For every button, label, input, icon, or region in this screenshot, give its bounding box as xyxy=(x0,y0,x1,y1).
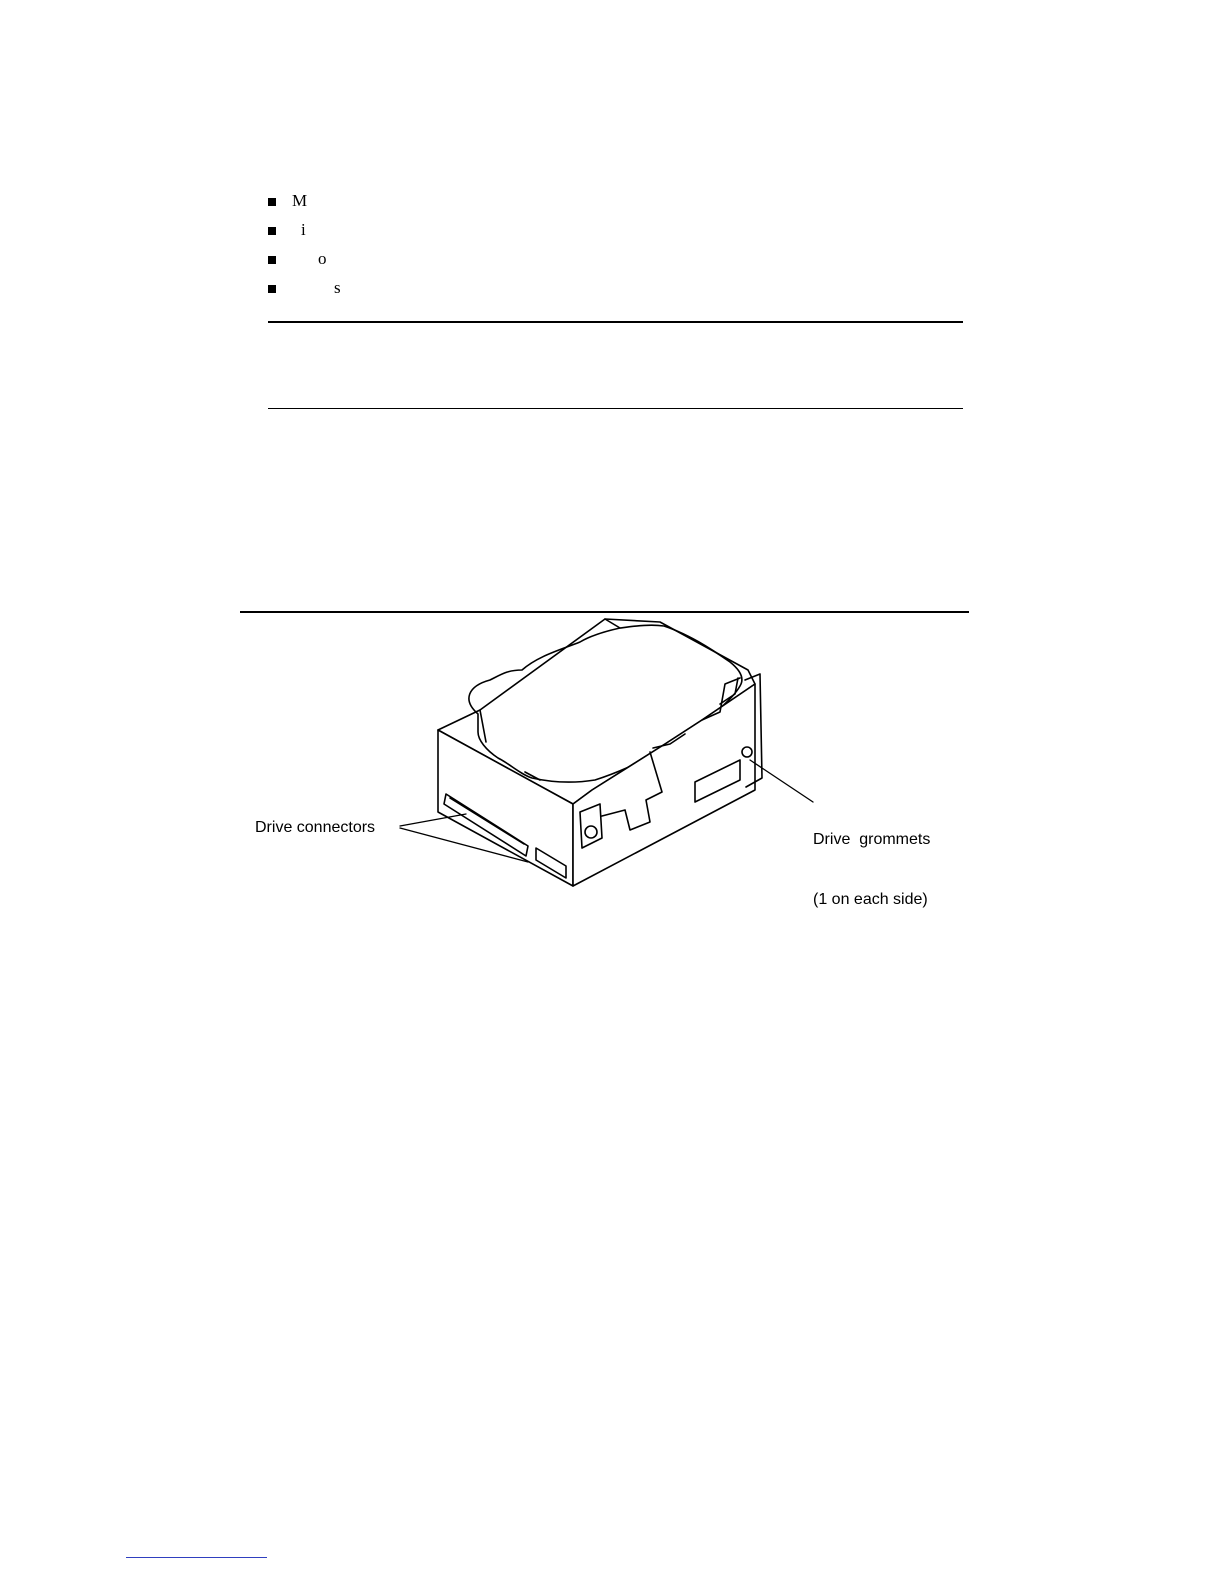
list-item-text: s xyxy=(334,278,341,297)
square-bullet-icon xyxy=(268,198,276,206)
drive-grommets-label xyxy=(813,790,930,950)
square-bullet-icon xyxy=(268,285,276,293)
footnote-link-underline[interactable] xyxy=(126,1557,267,1558)
drive-grommets-label-line1: Drive grommets xyxy=(813,831,931,848)
drive-grommets-label-line2: (1 on each side) xyxy=(813,891,928,908)
list-item-text: o xyxy=(318,249,327,268)
square-bullet-icon xyxy=(268,227,276,235)
drive-connectors-label: Drive connectors xyxy=(255,819,376,836)
note-top-divider xyxy=(268,321,963,323)
list-item-text: M xyxy=(292,191,308,210)
note-bottom-divider xyxy=(268,408,963,409)
square-bullet-icon xyxy=(268,256,276,264)
hard-drive-figure xyxy=(240,612,969,908)
list-item-text: i xyxy=(301,220,306,239)
